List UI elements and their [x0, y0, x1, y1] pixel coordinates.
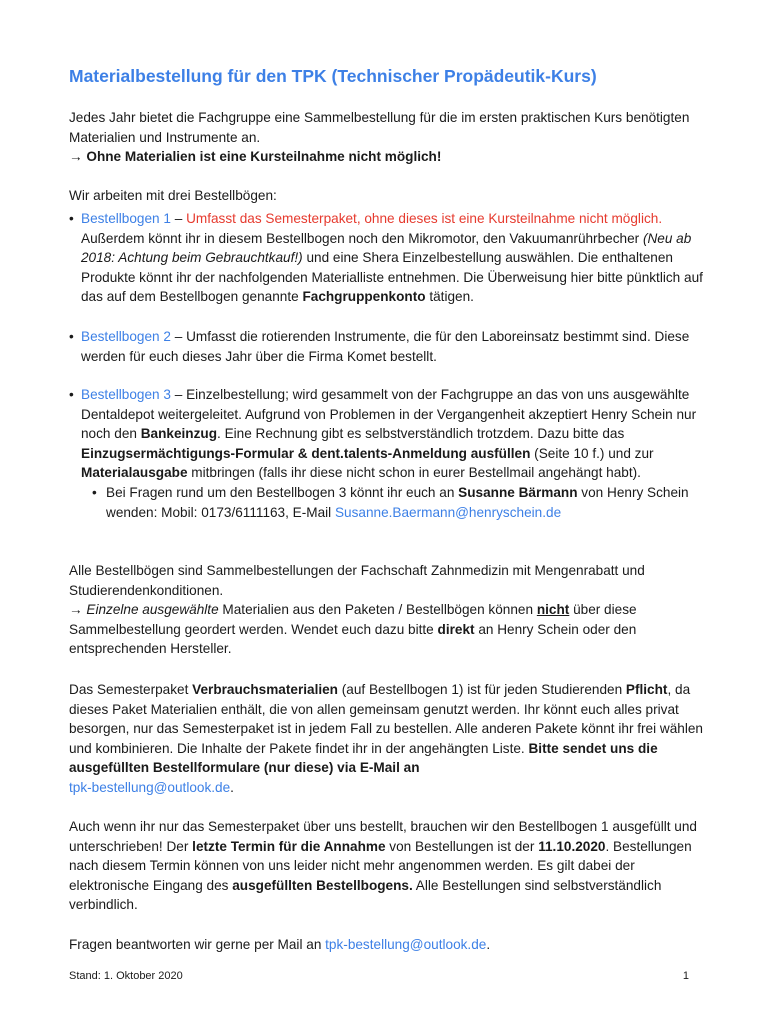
termin-datum: 11.10.2020 — [538, 838, 606, 854]
bullet-bestellbogen-3 — [69, 385, 709, 522]
period: . — [230, 779, 234, 795]
kontakt-text-2: von Henry Schein wenden: Mobil: 0173/6111163, E-Mail — [106, 484, 689, 520]
intro-paragraph — [69, 108, 709, 167]
ausgefuellter-bestellbogen: ausgefüllten Bestellbogens. — [232, 877, 413, 893]
bestellbogen-2-label: Bestellbogen 2 — [81, 329, 171, 344]
termin-paragraph — [69, 817, 709, 915]
bankeinzug: Bankeinzug — [140, 426, 218, 442]
termin-text: Auch wenn ihr nur das Semesterpaket über uns bestellt, brauchen wir den Bestellbogen 1 ausgefüllt und unterschrieben! Der — [69, 819, 697, 854]
fragen-paragraph — [69, 935, 709, 955]
dash: – — [170, 211, 187, 226]
materialausgabe: Materialausgabe — [81, 465, 188, 481]
bestellbogen-3-text-3: (Seite 10 f.) und zur — [530, 445, 654, 461]
email-aufforderung: Bitte sendet uns die ausgefüllten Bestellformulare (nur diese) via E-Mail an — [69, 740, 658, 776]
fachgruppenkonto: Fachgruppenkonto — [302, 289, 426, 305]
bullet-dot: • — [69, 329, 74, 344]
sammelbestellung-text: Alle Bestellbögen sind Sammelbestellungen der Fachschaft Zahnmedizin mit Mengenrabatt und Studierendenkonditionen. — [69, 563, 645, 598]
forms-intro: Wir arbeiten mit drei Bestellbögen: — [69, 188, 277, 203]
sammelbestellung-paragraph — [69, 561, 709, 659]
nicht-emphasis: nicht — [536, 602, 570, 618]
bestellbogen-1-warning: Umfasst das Semesterpaket, ohne dieses ist eine Kursteilnahme nicht möglich. — [186, 211, 663, 226]
page-footer — [69, 967, 689, 987]
sammel-text-4: an Henry Schein oder den entsprechenden Hersteller. — [69, 621, 637, 657]
einzelne-ausgewaehlte: Einzelne ausgewählte — [86, 602, 219, 618]
bullet-bestellbogen-2 — [69, 327, 709, 366]
sammel-text-2: Materialien aus den Paketen / Bestellbögen können — [218, 602, 537, 618]
direkt-emphasis: direkt — [437, 621, 475, 637]
paket-text-3: , da dieses Paket Materialien enthält, die von allen gemeinsam genutzt werden. Ihr könnt euch alles privat besorgen, nur das Semesterpaket ist in jedem Fall zu bestellen. Alle anderen Pakete könnt ihr frei wählen und kombinieren. Die Inhalte der Pakete findet ihr in der angehängten Liste. — [69, 682, 703, 756]
kontakt-text: Bei Fragen rund um den Bestellbogen 3 könnt ihr euch an — [106, 484, 459, 500]
kontakt-email-link[interactable]: Susanne.Baermann@henryschein.de — [334, 504, 562, 520]
bestellbogen-3-text-2: . Eine Rechnung gibt es selbstverständlich trotzdem. Dazu bitte das — [217, 426, 625, 442]
bestellbogen-3-text: – Einzelbestellung; wird gesammelt von der Fachgruppe an das von uns ausgewählte Dentaldepot weitergeleitet. Aufgrund von Problemen in der Vergangenheit akzeptiert Henry Schein nur noch den — [81, 387, 697, 442]
sammelbestellung-hinweis — [69, 600, 709, 659]
sub-bullet-dot: • — [92, 484, 97, 500]
bestell-email-link[interactable]: tpk-bestellung@outlook.de — [69, 779, 231, 795]
bestellbogen-1-label: Bestellbogen 1 — [81, 211, 171, 226]
stand-date: Stand: 1. Oktober 2020 — [69, 970, 183, 982]
page-title: Materialbestellung für den TPK (Technischer Propädeutik-Kurs) — [69, 66, 597, 86]
notice-text: Ohne Materialien ist eine Kursteilnahme nicht möglich! — [86, 149, 442, 165]
bestellbogen-3-text-4: mitbringen (falls ihr diese nicht schon in eurer Bestellmail angehängt habt). — [187, 465, 641, 481]
period: . — [486, 937, 491, 952]
termin-text-3: . Bestellungen nach diesem Termin können von uns leider nicht mehr angenommen werden. Es gilt dabei der elektronische Eingang des — [69, 838, 692, 893]
bestellbogen-1-text-2: und eine Shera Einzelbestellung auswählen. Die enthaltenen Produkte könnt ihr der nachfolgenden Materialliste entnehmen. Die Überweisung hier bitte pünktlich auf das auf dem Bestellbogen genannte — [81, 250, 703, 305]
arrow-glyph: → — [69, 602, 87, 618]
kontakt-name: Susanne Bärmann — [458, 484, 578, 500]
bestellbogen-1-note: (Neu ab 2018: Achtung beim Gebrauchtkauf!) — [81, 230, 692, 266]
paket-text: Das Semesterpaket — [69, 682, 193, 697]
sub-bullet-kontakt — [92, 483, 709, 522]
semesterpaket-paragraph — [69, 680, 709, 798]
fragen-text: Fragen beantworten wir gerne per Mail an — [69, 937, 326, 952]
verbrauchsmaterialien: Verbrauchsmaterialien — [192, 682, 338, 697]
arrow-glyph: → — [69, 149, 83, 165]
bestellbogen-1-text: Außerdem könnt ihr in diesem Bestellbogen noch den Mikromotor, den Vakuumanrührbecher — [81, 230, 643, 246]
bestellbogen-2-text: – Umfasst die rotierenden Instrumente, die für den Laboreinsatz bestimmt sind. Diese werden für euch dieses Jahr über die Firma Komet bestellt. — [81, 329, 690, 364]
bullet-dot: • — [69, 387, 74, 402]
bullet-dot: • — [69, 211, 74, 226]
termin-text-2: von Bestellungen ist der — [385, 838, 539, 854]
intro-text: Jedes Jahr bietet die Fachgruppe eine Sammelbestellung für die im ersten praktischen Kurs benötigten Materialien und Instrumente an. — [69, 110, 690, 145]
bestellbogen-3-label: Bestellbogen 3 — [81, 387, 171, 402]
letzter-termin: letzte Termin für die Annahme — [192, 838, 386, 854]
formular-hinweis: Einzugsermächtigungs-Formular & dent.talents-Anmeldung ausfüllen — [81, 445, 531, 461]
bestellbogen-1-text-3: tätigen. — [425, 289, 474, 305]
page-number: 1 — [682, 970, 689, 982]
paket-text-2: (auf Bestellbogen 1) ist für jeden Studierenden — [337, 682, 626, 697]
pflicht: Pflicht — [625, 682, 668, 697]
fragen-email-link[interactable]: tpk-bestellung@outlook.de — [325, 937, 487, 952]
intro-notice — [69, 147, 709, 167]
sammel-text-3: über diese Sammelbestellung geordert werden. Wendet euch dazu bitte — [69, 602, 637, 637]
bullet-bestellbogen-1 — [69, 209, 709, 307]
termin-text-4: Alle Bestellungen sind selbstverständlich verbindlich. — [69, 877, 662, 913]
